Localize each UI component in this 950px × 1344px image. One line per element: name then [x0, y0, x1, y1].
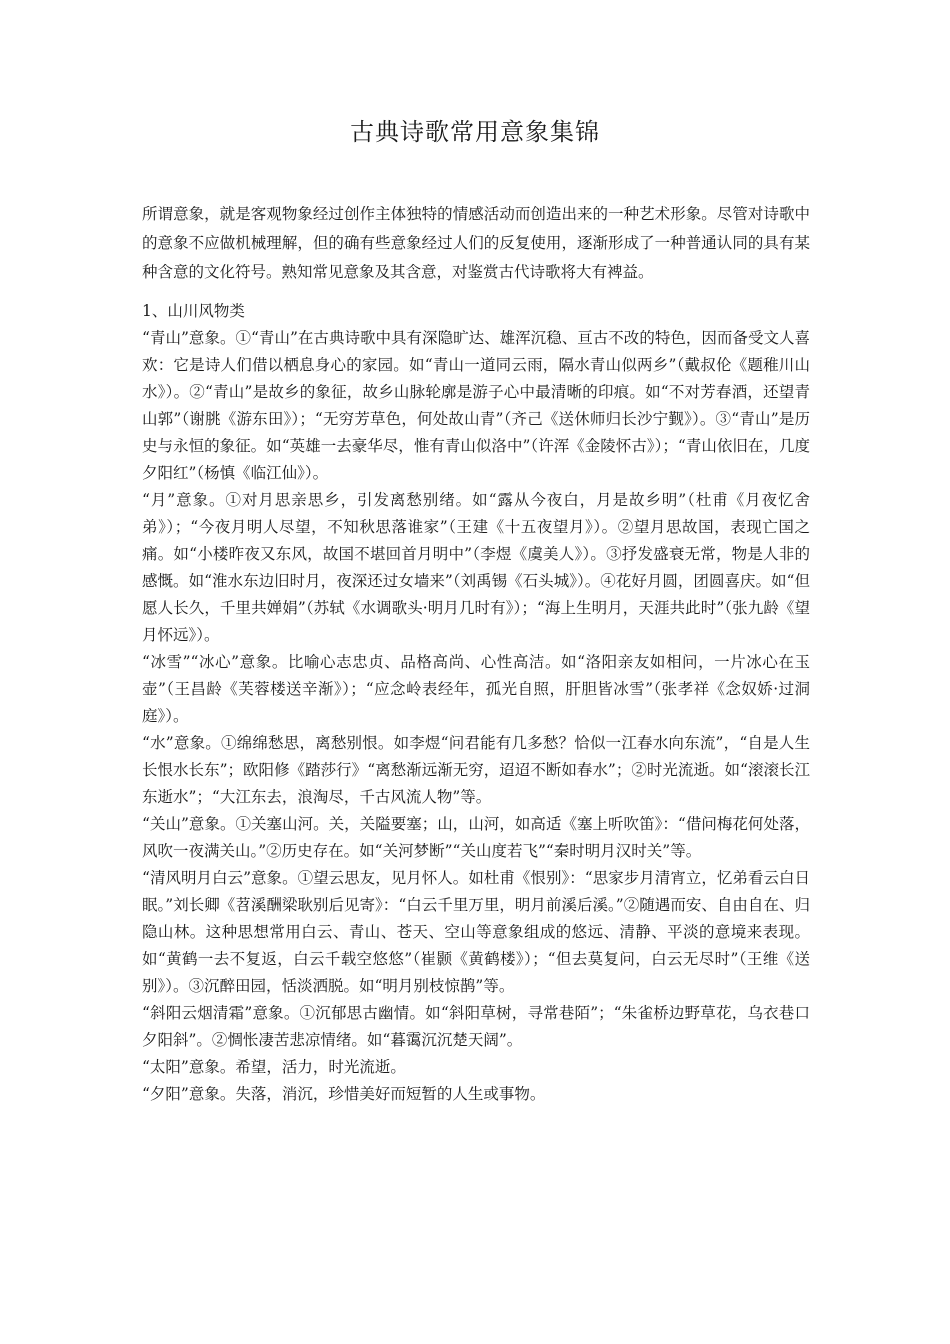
paragraph-qingshan: “青山”意象。①“青山”在古典诗歌中具有深隐旷达、雄浑沉稳、亘古不改的特色，因而备受文人喜欢：它是诗人们借以栖息身心的家园。如“青山一道同云雨，隔水青山似两乡”（戴叔伦《题稚川山水》）。②“青山”是故乡的象征，故乡山脉轮廓是游子心中最清晰的印痕。如“不对芳春酒，还望青山郭”（谢朓《游东田》）；“无穷芳草色，何处故山青”（齐己《送休师归长沙宁觐》）。③“青山”是历史与永恒的象征。如“英雄一去豪华尽，惟有青山似洛中”（许浑《金陵怀古》）；“青山依旧在，几度夕阳红”（杨慎《临江仙》）。 — [142, 329, 810, 482]
paragraph-guanshan: “关山”意象。①关塞山河。关，关隘要塞；山，山河，如高适《塞上听吹笛》：“借问梅花何处落，风吹一夜满关山。”②历史存在。如“关河梦断”“关山度若飞”“秦时明月汉时关”等。 — [142, 815, 810, 860]
document-body — [142, 298, 810, 1108]
paragraph-qingfeng: “清风明月白云”意象。①望云思友，见月怀人。如杜甫《恨别》：“思家步月清宵立，忆弟看云白日眠。”刘长卿《苕溪酬梁耿别后见寄》：“白云千里万里，明月前溪后溪。”②随遇而安、自由自在、归隐山林。这种思想常用白云、青山、苍天、空山等意象组成的悠远、清静、平淡的意境来表现。如“黄鹤一去不复返，白云千载空悠悠”（崔颢《黄鹤楼》）；“但去莫复问，白云无尽时”（王维《送别》）。③沉醉田园，恬淡洒脱。如“明月别枝惊鹊”等。 — [142, 869, 810, 995]
intro-paragraph: 所谓意象，就是客观物象经过创作主体独特的情感活动而创造出来的一种艺术形象。尽管对诗歌中的意象不应做机械理解，但的确有些意象经过人们的反复使用，逐渐形成了一种普通认同的具有某种含意的文化符号。熟知常见意象及其含意，对鉴赏古代诗歌将大有裨益。 — [142, 205, 810, 281]
paragraph-yue: “月”意象。①对月思亲思乡，引发离愁别绪。如“露从今夜白，月是故乡明”（杜甫《月夜忆舍弟》）；“今夜月明人尽望，不知秋思落谁家”（王建《十五夜望月》）。②望月思故国，表现亡国之痛。如“小楼昨夜又东风，故国不堪回首月明中”（李煜《虞美人》）。③抒发盛衰无常，物是人非的感慨。如“淮水东边旧时月，夜深还过女墙来”（刘禹锡《石头城》）。④花好月圆，团圆喜庆。如“但愿人长久，千里共婵娟”（苏轼《水调歌头·明月几时有》）；“海上生明月，天涯共此时”（张九龄《望月怀远》）。 — [142, 491, 810, 644]
paragraph-shui: “水”意象。①绵绵愁思，离愁别恨。如李煜“问君能有几多愁？恰似一江春水向东流”，“自是人生长恨水长东”；欧阳修《踏莎行》“离愁渐远渐无穷，迢迢不断如春水”；②时光流逝。如“滚滚长江东逝水”；“大江东去，浪淘尽，千古风流人物”等。 — [142, 734, 810, 806]
paragraph-xiyang: “夕阳”意象。失落，消沉，珍惜美好而短暂的人生或事物。 — [142, 1085, 546, 1103]
paragraph-taiyang: “太阳”意象。希望，活力，时光流逝。 — [142, 1058, 406, 1076]
section-heading: 1、山川风物类 — [142, 302, 245, 320]
paragraph-xieyang: “斜阳云烟清霜”意象。①沉郁思古幽情。如“斜阳草树，寻常巷陌”；“朱雀桥边野草花，乌衣巷口夕阳斜”。②惆怅凄苦悲凉情绪。如“暮霭沉沉楚天阔”。 — [142, 1004, 810, 1049]
document-title: 古典诗歌常用意象集锦 — [350, 118, 600, 146]
paragraph-bingxue: “冰雪”“冰心”意象。比喻心志忠贞、品格高尚、心性高洁。如“洛阳亲友如相问，一片冰心在玉壶”（王昌龄《芙蓉楼送辛渐》）；“应念岭表经年，孤光自照，肝胆皆冰雪”（张孝祥《念奴娇·过洞庭》）。 — [142, 653, 810, 725]
